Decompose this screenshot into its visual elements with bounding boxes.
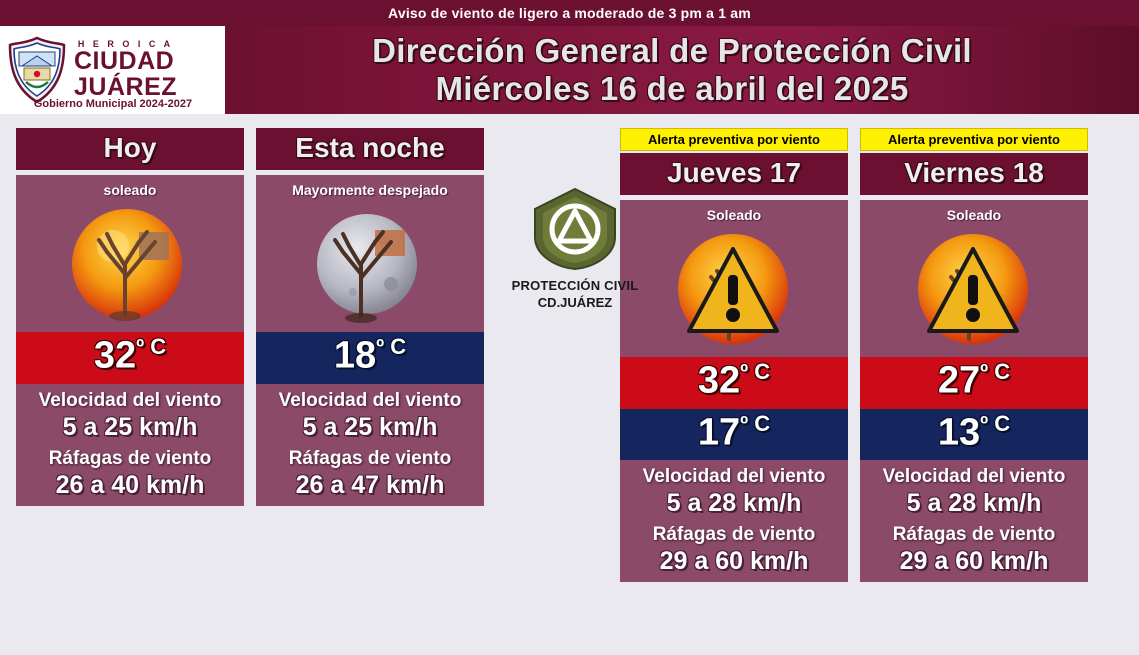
card-title: Esta noche	[256, 128, 484, 170]
gust-label: Ráfagas de viento	[288, 447, 452, 469]
temp-low	[256, 332, 484, 384]
gust-value: 29 a 60 km/h	[659, 547, 809, 576]
condition-label: Soleado	[946, 207, 1002, 223]
wind-speed-value: 5 a 25 km/h	[62, 412, 198, 441]
temp-high	[860, 357, 1088, 409]
sun-tree-icon	[55, 202, 205, 330]
temp-low-unit: º C	[376, 334, 407, 359]
sun-tree-warning-icon	[899, 227, 1049, 355]
pc-logo-city: CD.JUÁREZ	[537, 295, 613, 310]
temp-high	[620, 357, 848, 409]
city-wordmark	[74, 40, 177, 100]
wind-speed-value: 5 a 28 km/h	[906, 489, 1042, 518]
temp-high-value: 32	[697, 359, 741, 402]
forecast-card-jueves-17	[620, 128, 848, 582]
condition-label: Mayormente despejado	[292, 182, 448, 198]
temp-low	[620, 409, 848, 461]
condition-label: Soleado	[706, 207, 762, 223]
forecast-card-hoy	[16, 128, 244, 506]
gust-value: 29 a 60 km/h	[899, 547, 1049, 576]
card-body	[256, 175, 484, 506]
wind-advisory-bar	[0, 0, 1139, 26]
temp-low-value: 17	[697, 411, 741, 454]
civil-protection-icon	[529, 185, 621, 273]
proteccion-civil-logo	[497, 185, 653, 310]
temp-high-unit: º C	[136, 334, 167, 359]
heroica-label: H E R O I C A	[77, 39, 174, 49]
gust-value: 26 a 47 km/h	[295, 470, 445, 499]
wind-speed-label: Velocidad del viento	[642, 466, 826, 488]
alert-badge: Alerta preventiva por viento	[620, 128, 848, 151]
header-title-block	[225, 32, 1139, 109]
gust-value: 26 a 40 km/h	[55, 470, 205, 499]
temp-low-value: 13	[937, 411, 981, 454]
wind-advisory-text: Aviso de viento de ligero a moderado de 3 pm a 1 am	[388, 5, 751, 21]
gust-label: Ráfagas de viento	[48, 447, 212, 469]
card-title: Jueves 17	[620, 153, 848, 195]
wind-speed-label: Velocidad del viento	[882, 466, 1066, 488]
gobierno-municipal-label: Gobierno Municipal 2024-2027	[33, 98, 193, 110]
wind-speed-label: Velocidad del viento	[278, 389, 462, 411]
temp-high-unit: º C	[740, 359, 771, 384]
temp-low-unit: º C	[740, 410, 771, 436]
card-title: Viernes 18	[860, 153, 1088, 195]
city-crest-icon	[6, 36, 68, 104]
temp-low-unit: º C	[980, 410, 1011, 436]
gust-label: Ráfagas de viento	[652, 524, 816, 546]
wind-speed-label: Velocidad del viento	[38, 389, 222, 411]
temp-low-value: 18	[333, 334, 377, 377]
pc-logo-name: PROTECCIÓN CIVIL	[511, 278, 639, 293]
weather-icon-wrap	[620, 225, 848, 357]
temp-high-value: 27	[937, 359, 981, 402]
temp-low	[860, 409, 1088, 461]
card-title: Hoy	[16, 128, 244, 170]
gust-label: Ráfagas de viento	[892, 524, 1056, 546]
ciudad-label: CIUDAD	[74, 47, 175, 75]
temp-high-value: 32	[93, 334, 137, 377]
moon-tree-icon	[295, 202, 445, 330]
wind-speed-value: 5 a 28 km/h	[666, 489, 802, 518]
forecast-card-viernes-18	[860, 128, 1088, 582]
temp-high-unit: º C	[980, 359, 1011, 384]
page-title: Dirección General de Protección Civil	[372, 31, 972, 69]
wind-speed-value: 5 a 25 km/h	[302, 412, 438, 441]
temp-high	[16, 332, 244, 384]
alert-badge: Alerta preventiva por viento	[860, 128, 1088, 151]
weather-icon-wrap	[16, 200, 244, 332]
forecast-card-esta-noche	[256, 128, 484, 506]
card-body	[620, 200, 848, 582]
weather-icon-wrap	[860, 225, 1088, 357]
weather-icon-wrap	[256, 200, 484, 332]
page-date: Miércoles 16 de abril del 2025	[435, 70, 909, 107]
header-band	[0, 26, 1139, 114]
condition-label: soleado	[103, 182, 157, 198]
card-body	[860, 200, 1088, 582]
juarez-label: JUÁREZ	[74, 72, 178, 101]
card-body	[16, 175, 244, 506]
municipal-logo-block	[0, 26, 225, 114]
sun-tree-warning-icon	[659, 227, 809, 355]
